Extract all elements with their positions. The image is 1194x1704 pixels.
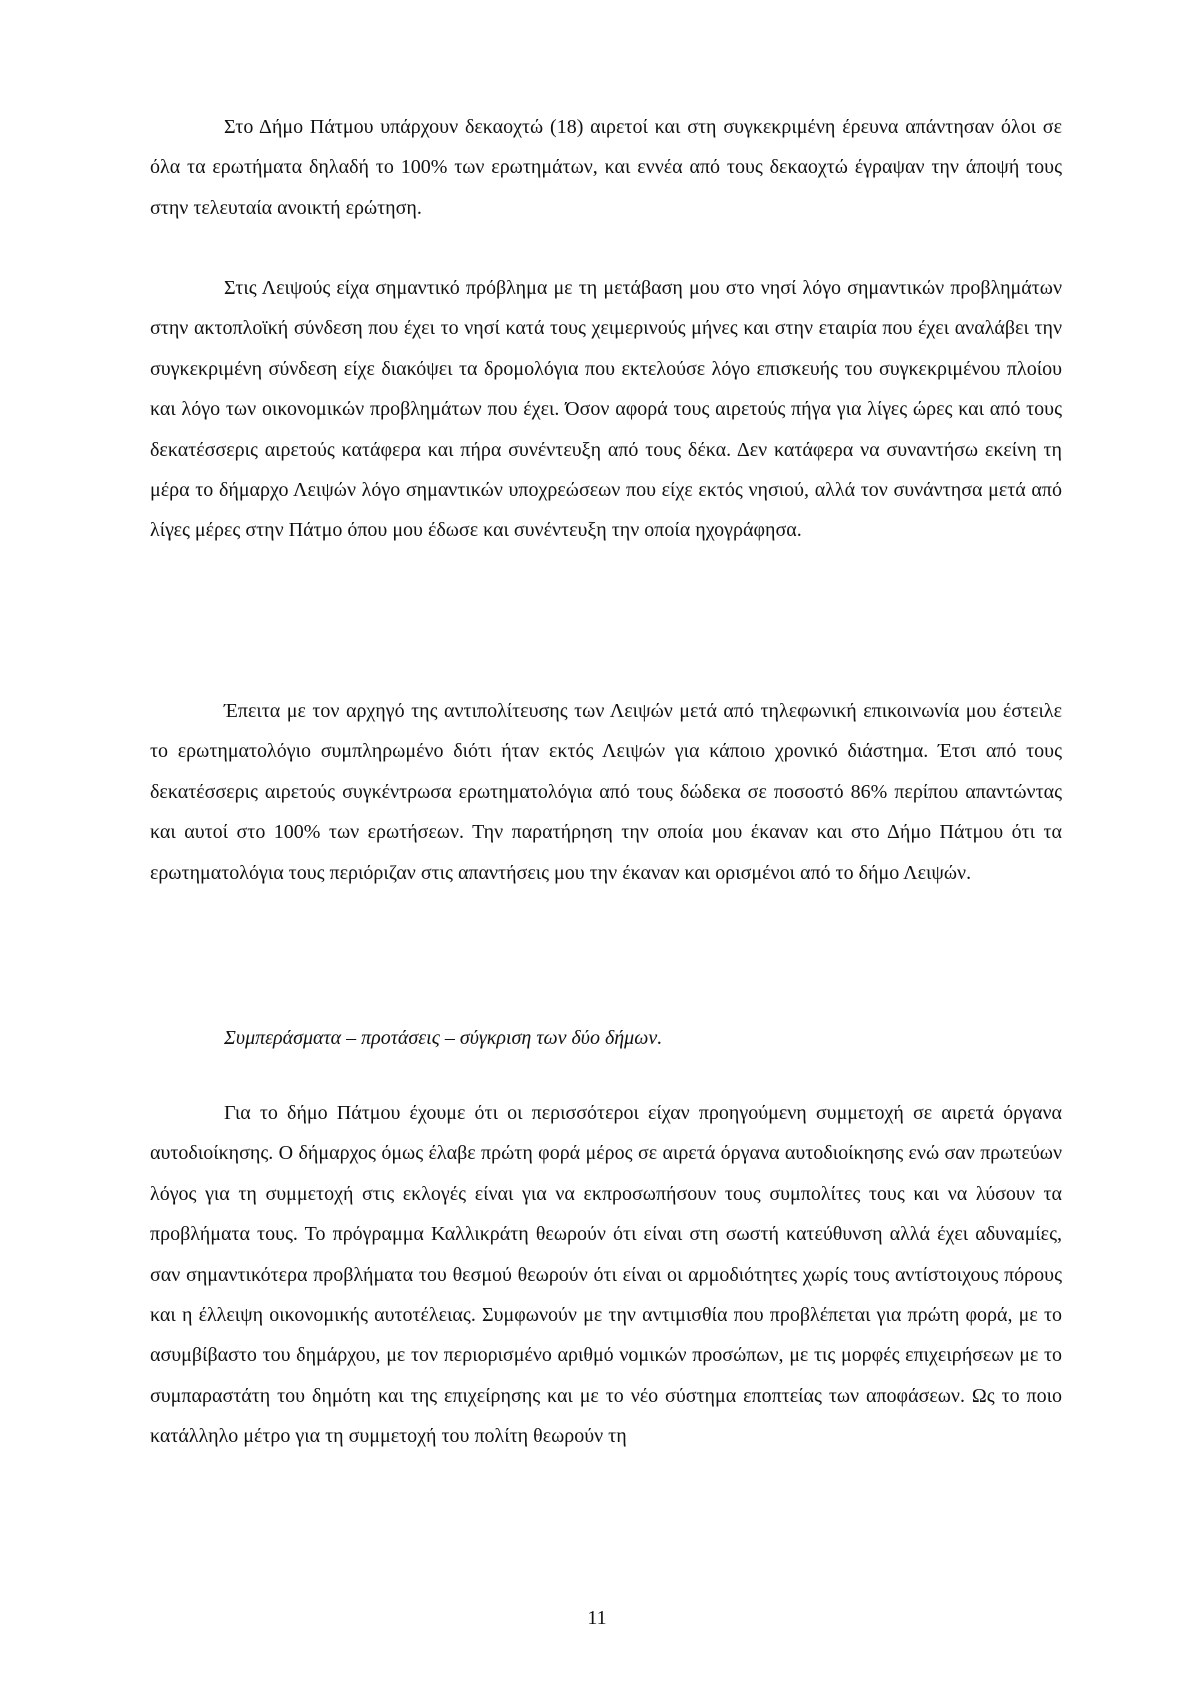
paragraph-patmos-conclusions xyxy=(150,1093,1062,1457)
paragraph-text: Στο Δήμο Πάτμου υπάρχουν δεκαοχτώ (18) αιρετοί και στη συγκεκριμένη έρευνα απάντησαν όλοι σε όλα τα ερωτήματα δηλαδή το 100% των ερωτημάτων, και εννέα από τους δεκαοχτώ έγραψαν την άποψή τους στην τελευταία ανοικτή ερώτηση. xyxy=(150,116,1062,219)
paragraph-patmos-respondents xyxy=(150,107,1062,228)
section-heading: Συμπεράσματα – προτάσεις – σύγκριση των δύο δήμων. xyxy=(224,1027,663,1049)
paragraph-leipsoi-travel xyxy=(150,268,1062,551)
paragraph-opposition-questionnaire xyxy=(150,691,1062,893)
paragraph-text: Στις Λειψούς είχα σημαντικό πρόβλημα με τη μετάβαση μου στο νησί λόγο σημαντικών προβλημάτων στην ακτοπλοϊκή σύνδεση που έχει το νησί κατά τους χειμερινούς μήνες και στην εταιρία που έχει αναλάβει την συγκεκριμένη σύνδεση είχε διακόψει τα δρομολόγια που εκτελούσε λόγο επισκευής του συγκεκριμένου πλοίου και λόγο των οικονομικών προβλημάτων που έχει. Όσον αφορά τους αιρετούς πήγα για λίγες ώρες και από τους δεκατέσσερις αιρετούς κατάφερα και πήρα συνέντευξη από τους δέκα. Δεν κατάφερα να συναντήσω εκείνη τη μέρα το δήμαρχο Λειψών λόγο σημαντικών υποχρεώσεων που είχε εκτός νησιού, αλλά τον συνάντησα μετά από λίγες μέρες στην Πάτμο όπου μου έδωσε και συνέντευξη την οποία ηχογράφησα. xyxy=(150,277,1062,542)
paragraph-text: Έπειτα με τον αρχηγό της αντιπολίτευσης των Λειψών μετά από τηλεφωνική επικοινωνία μου έστειλε το ερωτηματολόγιο συμπληρωμένο διότι ήταν εκτός Λειψών για κάποιο χρονικό διάστημα. Έτσι από τους δεκατέσσερις αιρετούς συγκέντρωσα ερωτηματολόγια από τους δώδεκα σε ποσοστό 86% περίπου απαντώντας και αυτοί στο 100% των ερωτήσεων. Την παρατήρηση την οποία μου έκαναν και στο Δήμο Πάτμου ότι τα ερωτηματολόγια τους περιόριζαν στις απαντήσεις μου την έκαναν και ορισμένοι από το δήμο Λειψών. xyxy=(150,700,1062,884)
page-number: 11 xyxy=(587,1607,607,1629)
paragraph-text: Για το δήμο Πάτμου έχουμε ότι οι περισσότεροι είχαν προηγούμενη συμμετοχή σε αιρετά όργανα αυτοδιοίκησης. Ο δήμαρχος όμως έλαβε πρώτη φορά μέρος σε αιρετά όργανα αυτοδιοίκησης ενώ σαν πρωτεύων λόγος για τη συμμετοχή στις εκλογές είναι για να εκπροσωπήσουν τους συμπολίτες τους και να λύσουν τα προβλήματα τους. Το πρόγραμμα Καλλικράτη θεωρούν ότι είναι στη σωστή κατεύθυνση αλλά έχει αδυναμίες, σαν σημαντικότερα προβλήματα του θεσμού θεωρούν ότι είναι οι αρμοδιότητες χωρίς τους αντίστοιχους πόρους και η έλλειψη οικονομικής αυτοτέλειας. Συμφωνούν με την αντιμισθία που προβλέπεται για πρώτη φορά, με το ασυμβίβαστο του δημάρχου, με τον περιορισμένο αριθμό νομικών προσώπων, με τις μορφές επιχειρήσεων με το συμπαραστάτη του δημότη και της επιχείρησης και με το νέο σύστημα εποπτείας των αποφάσεων. Ως το ποιο κατάλληλο μέτρο για τη συμμετοχή του πολίτη θεωρούν τη xyxy=(150,1102,1062,1448)
